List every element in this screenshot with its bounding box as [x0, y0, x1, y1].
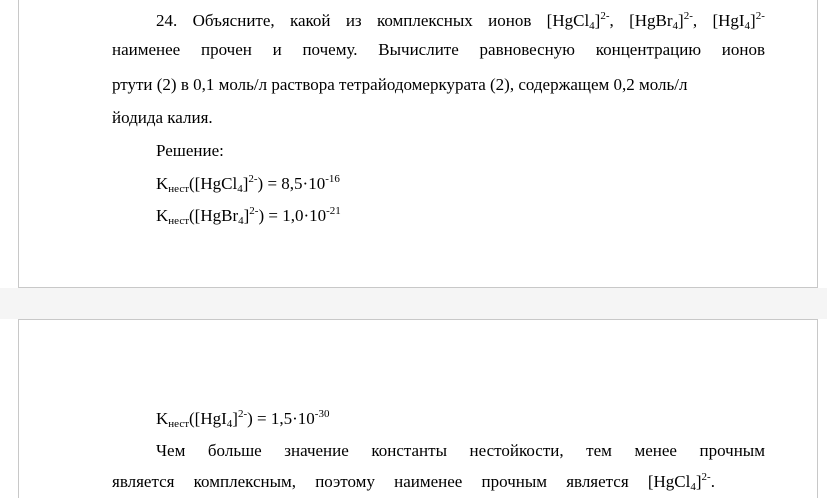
- word: нестойкости,: [469, 441, 564, 460]
- word: ионов: [488, 11, 532, 30]
- word: является: [112, 472, 175, 491]
- conclusion-line-1: [156, 440, 765, 462]
- word: прочным: [481, 472, 548, 491]
- word: Чем: [156, 441, 186, 460]
- ion-hgi4: $[HgI_4]^{2-}$: [712, 10, 765, 32]
- ion-hgcl4: [HgCl$_4$]$^{2-}$,: [546, 10, 614, 32]
- word: из: [345, 11, 362, 30]
- word: 24.: [156, 11, 178, 30]
- word: является: [566, 472, 629, 491]
- word: почему.: [302, 40, 358, 59]
- word: наименее: [112, 40, 181, 59]
- word: ионов: [721, 40, 765, 59]
- word: равновесную: [479, 40, 575, 59]
- word: тем: [586, 441, 612, 460]
- word: прочен: [200, 40, 252, 59]
- word: комплексным,: [193, 472, 297, 491]
- problem-line-4: йодида калия.: [112, 108, 213, 127]
- word: наименее: [394, 472, 463, 491]
- k-instability-hgi4: $Kнест([HgI_4]^{2-}) = 1,5\cdot 10^{-30}$: [156, 408, 330, 430]
- word: концентрацию: [595, 40, 702, 59]
- word: Объясните,: [192, 11, 275, 30]
- problem-line-2: [112, 39, 765, 61]
- word: Вычислите: [378, 40, 459, 59]
- word: константы: [371, 441, 447, 460]
- problem-line-1: [156, 10, 765, 32]
- word: значение: [284, 441, 349, 460]
- ion-hgbr4: [HgBr$_4$]$^{2-}$,: [629, 10, 698, 32]
- word: какой: [289, 11, 331, 30]
- word: комплексных: [376, 11, 473, 30]
- page-gap: [0, 288, 827, 319]
- k-instability-hgbr4: Kнест([HgBr$_4$]$^{2-}$) = $1,0\cdot 10^{-21}$: [156, 205, 341, 227]
- word: прочным: [699, 441, 765, 460]
- word: менее: [634, 441, 677, 460]
- word: больше: [207, 441, 262, 460]
- problem-line-3: ртути (2) в 0,1 моль/л раствора тетрайодомеркурата (2), содержащем 0,2 моль/л: [112, 75, 688, 94]
- conclusion-line-2: [112, 471, 715, 493]
- k-instability-hgcl4: Kнест([HgCl$_4$]$^{2-}$) = $8,5\cdot 10^{-16}$: [156, 173, 340, 195]
- word: поэтому: [315, 472, 375, 491]
- word: и: [272, 40, 282, 59]
- ion-hgcl4-conclusion: [HgCl$_4$]$^{2-}$.: [647, 471, 715, 493]
- solution-heading: Решение:: [156, 141, 224, 160]
